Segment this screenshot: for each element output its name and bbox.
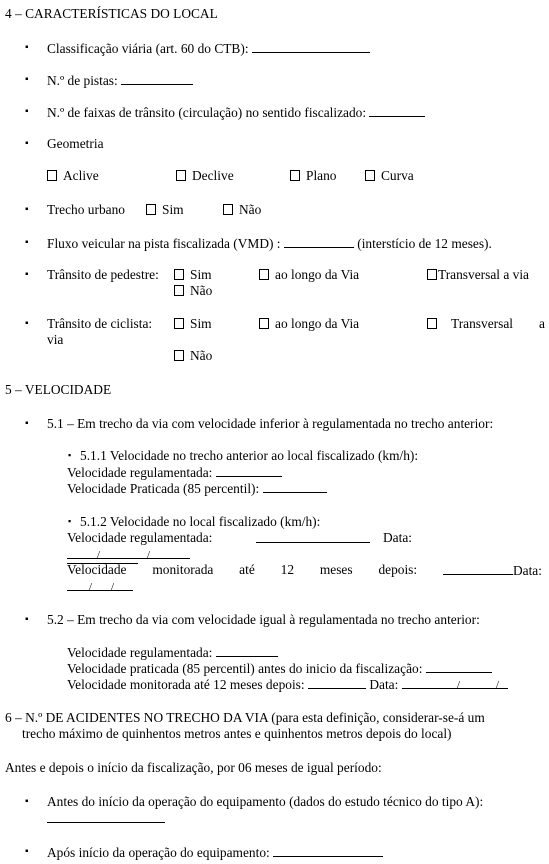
pedestre-sim-option[interactable]: Sim xyxy=(174,267,212,282)
checkbox-icon[interactable] xyxy=(176,170,186,181)
faixas-blank[interactable] xyxy=(369,104,425,117)
section-6-title-cont: trecho máximo de quinhentos metros antes e quinhentos metros depois do local) xyxy=(22,726,452,741)
date-slash: / xyxy=(97,549,101,561)
s512-item: ▪ 5.1.2 Velocidade no local fiscalizado (km/h): xyxy=(80,514,320,529)
section-6-title: 6 – N.º DE ACIDENTES NO TRECHO DA VIA (para esta definição, considerar-se-á um xyxy=(5,710,485,725)
checkbox-icon[interactable] xyxy=(174,269,184,280)
s511-vel-reg: Velocidade regulamentada: xyxy=(67,464,282,480)
checkbox-icon[interactable] xyxy=(259,269,269,280)
s512-data-label: Data: xyxy=(383,530,412,545)
checkbox-icon[interactable] xyxy=(223,204,233,215)
classificacao-item: ▪ Classificação viária (art. 60 do CTB): xyxy=(47,40,370,56)
date-slash: / xyxy=(147,549,151,561)
s52-vel-prat: Velocidade praticada (85 percentil) antes do inicio da fiscalização: xyxy=(67,660,492,676)
s52-date-blank[interactable] xyxy=(402,676,508,689)
fluxo-item: ▪ Fluxo veicular na pista fiscalizada (VMD) : (interstício de 12 meses). xyxy=(47,235,492,251)
checkbox-icon[interactable] xyxy=(259,318,269,329)
checkbox-icon[interactable] xyxy=(174,318,184,329)
pedestre-label: ▪ Trânsito de pedestre: xyxy=(47,267,159,282)
trecho-urbano-item: ▪ Trecho urbano xyxy=(47,202,125,217)
rule-line xyxy=(67,563,138,564)
antes-line[interactable] xyxy=(47,810,165,826)
checkbox-icon[interactable] xyxy=(427,318,437,329)
geo-option-declive[interactable]: Declive xyxy=(176,168,234,183)
s52-vel-reg: Velocidade regulamentada: xyxy=(67,644,278,660)
antes-item: ▪ Antes do início da operação do equipamento (dados do estudo técnico do tipo A): xyxy=(47,794,483,809)
pistas-item: ▪ N.º de pistas: xyxy=(47,72,193,88)
section-6-intro: Antes e depois o início da fiscalização, por 06 meses de igual período: xyxy=(5,760,382,775)
s512-date-line-2[interactable] xyxy=(67,578,133,594)
checkbox-icon[interactable] xyxy=(427,269,437,280)
apos-item: ▪ Após início da operação do equipamento: xyxy=(47,844,383,860)
ciclista-sim-option[interactable]: Sim xyxy=(174,316,212,331)
geo-option-aclive[interactable]: Aclive xyxy=(47,168,99,183)
checkbox-icon[interactable] xyxy=(146,204,156,215)
date-blank[interactable] xyxy=(67,578,133,591)
s52-vel-reg-blank[interactable] xyxy=(216,644,278,657)
s52-vel-mon: Velocidade monitorada até 12 meses depois: Data: xyxy=(67,676,508,692)
ciclista-nao-option[interactable]: Não xyxy=(174,348,212,363)
checkbox-icon[interactable] xyxy=(174,350,184,361)
antes-blank[interactable] xyxy=(47,810,165,823)
s511-vel-prat: Velocidade Praticada (85 percentil): xyxy=(67,480,327,496)
checkbox-icon[interactable] xyxy=(174,285,184,296)
ciclista-transversal-option[interactable]: Transversal a xyxy=(427,316,545,331)
fluxo-blank[interactable] xyxy=(284,235,354,248)
s512-vel-reg-line xyxy=(256,530,370,546)
s512-vel-reg-label: Velocidade regulamentada: xyxy=(67,530,213,545)
date-slash: / xyxy=(496,679,500,691)
apos-blank[interactable] xyxy=(273,844,383,857)
trecho-sim-option[interactable]: Sim xyxy=(146,202,184,217)
ciclista-via-wrap: via xyxy=(47,332,64,347)
s51-item: ▪ 5.1 – Em trecho da via com velocidade inferior à regulamentada no trecho anterior: xyxy=(47,416,493,431)
s512-date-line-1[interactable] xyxy=(67,546,190,562)
checkbox-icon[interactable] xyxy=(290,170,300,181)
date-slash: / xyxy=(89,581,93,593)
faixas-item: ▪ N.º de faixas de trânsito (circulação) no sentido fiscalizado: xyxy=(47,104,425,120)
trecho-nao-option[interactable]: Não xyxy=(223,202,261,217)
geo-option-plano[interactable]: Plano xyxy=(290,168,337,183)
date-slash: / xyxy=(457,679,461,691)
date-slash: / xyxy=(111,581,115,593)
classificacao-blank[interactable] xyxy=(252,40,370,53)
checkbox-icon[interactable] xyxy=(365,170,375,181)
s52-vel-prat-blank[interactable] xyxy=(426,660,492,673)
s512-vel-mon-blank[interactable] xyxy=(443,562,513,575)
pedestre-ao-longo-option[interactable]: ao longo da Via xyxy=(259,267,359,282)
s512-vel-mon-row: Velocidade monitorada até 12 meses depois: Data: xyxy=(67,562,542,578)
date-blank[interactable] xyxy=(67,546,190,559)
s52-vel-mon-blank[interactable] xyxy=(308,676,366,689)
s52-item: ▪ 5.2 – Em trecho da via com velocidade igual à regulamentada no trecho anterior: xyxy=(47,612,480,627)
pedestre-nao-option[interactable]: Não xyxy=(174,283,212,298)
s512-vel-reg-blank[interactable] xyxy=(256,530,370,543)
pistas-blank[interactable] xyxy=(121,72,193,85)
s511-vel-prat-blank[interactable] xyxy=(263,480,327,493)
section-4-title: 4 – CARACTERÍSTICAS DO LOCAL xyxy=(5,6,218,21)
checkbox-icon[interactable] xyxy=(47,170,57,181)
section-5-title: 5 – VELOCIDADE xyxy=(5,382,112,397)
pedestre-transversal-option[interactable]: Transversal a via xyxy=(427,267,529,282)
geo-option-curva[interactable]: Curva xyxy=(365,168,414,183)
ciclista-label: ▪ Trânsito de ciclista: xyxy=(47,316,152,331)
ciclista-ao-longo-option[interactable]: ao longo da Via xyxy=(259,316,359,331)
s511-item: ▪ 5.1.1 Velocidade no trecho anterior ao local fiscalizado (km/h): xyxy=(80,448,418,463)
s511-vel-reg-blank[interactable] xyxy=(216,464,282,477)
geometria-label: ▪ Geometria xyxy=(47,136,104,151)
